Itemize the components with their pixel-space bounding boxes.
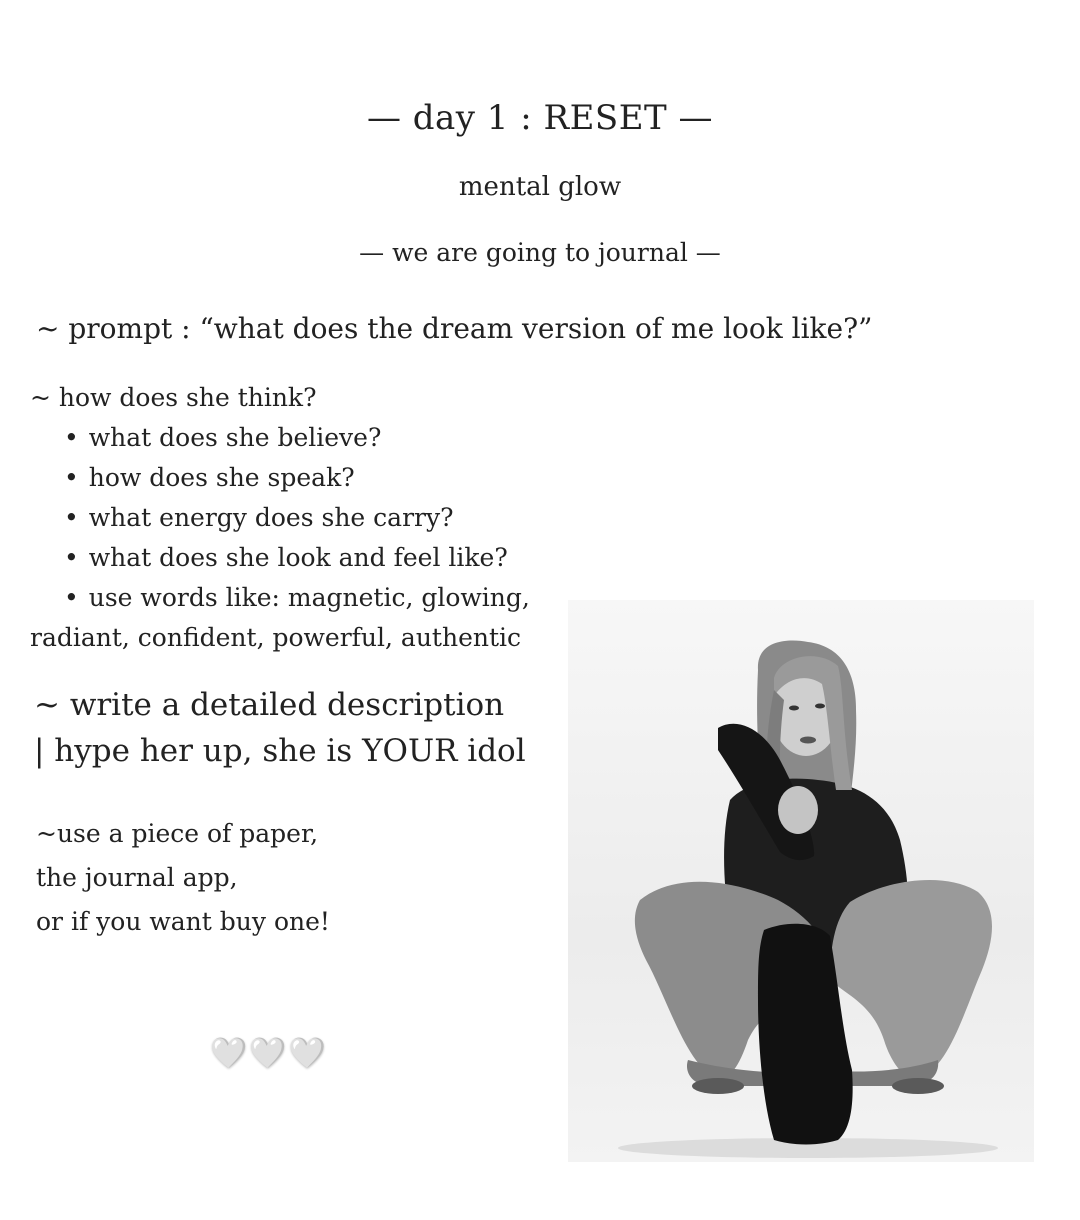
page-subtitle: mental glow (458, 172, 622, 202)
write-instruction (34, 682, 526, 774)
intro-text: — we are going to journal — (359, 238, 721, 267)
white-hearts-icon: 🤍🤍🤍 (210, 1036, 329, 1071)
tools-line-3: or if you want buy one! (36, 907, 330, 936)
question-heading: ~ how does she think? (30, 383, 317, 412)
woman-sitting-with-phone-photo (568, 600, 1034, 1162)
list-item: • what energy does she carry? (30, 498, 530, 538)
list-item-continuation: radiant, confident, powerful, authentic (30, 623, 522, 652)
write-line-1: ~ write a detailed description (34, 687, 505, 723)
tools-note (36, 812, 330, 944)
question-list (30, 378, 530, 658)
list-item: • what does she look and feel like? (30, 538, 530, 578)
write-line-2: | hype her up, she is YOUR idol (34, 733, 526, 769)
list-item: • how does she speak? (30, 458, 530, 498)
list-item: • what does she believe? (30, 418, 530, 458)
page-title: — day 1 : RESET — (366, 98, 714, 138)
tools-line-2: the journal app, (36, 863, 238, 892)
journal-prompt: ~ prompt : “what does the dream version of me look like?” (36, 312, 873, 345)
list-item: • use words like: magnetic, glowing, (30, 578, 530, 618)
tools-line-1: ~use a piece of paper, (36, 819, 319, 848)
photo-illustration (568, 600, 1034, 1162)
